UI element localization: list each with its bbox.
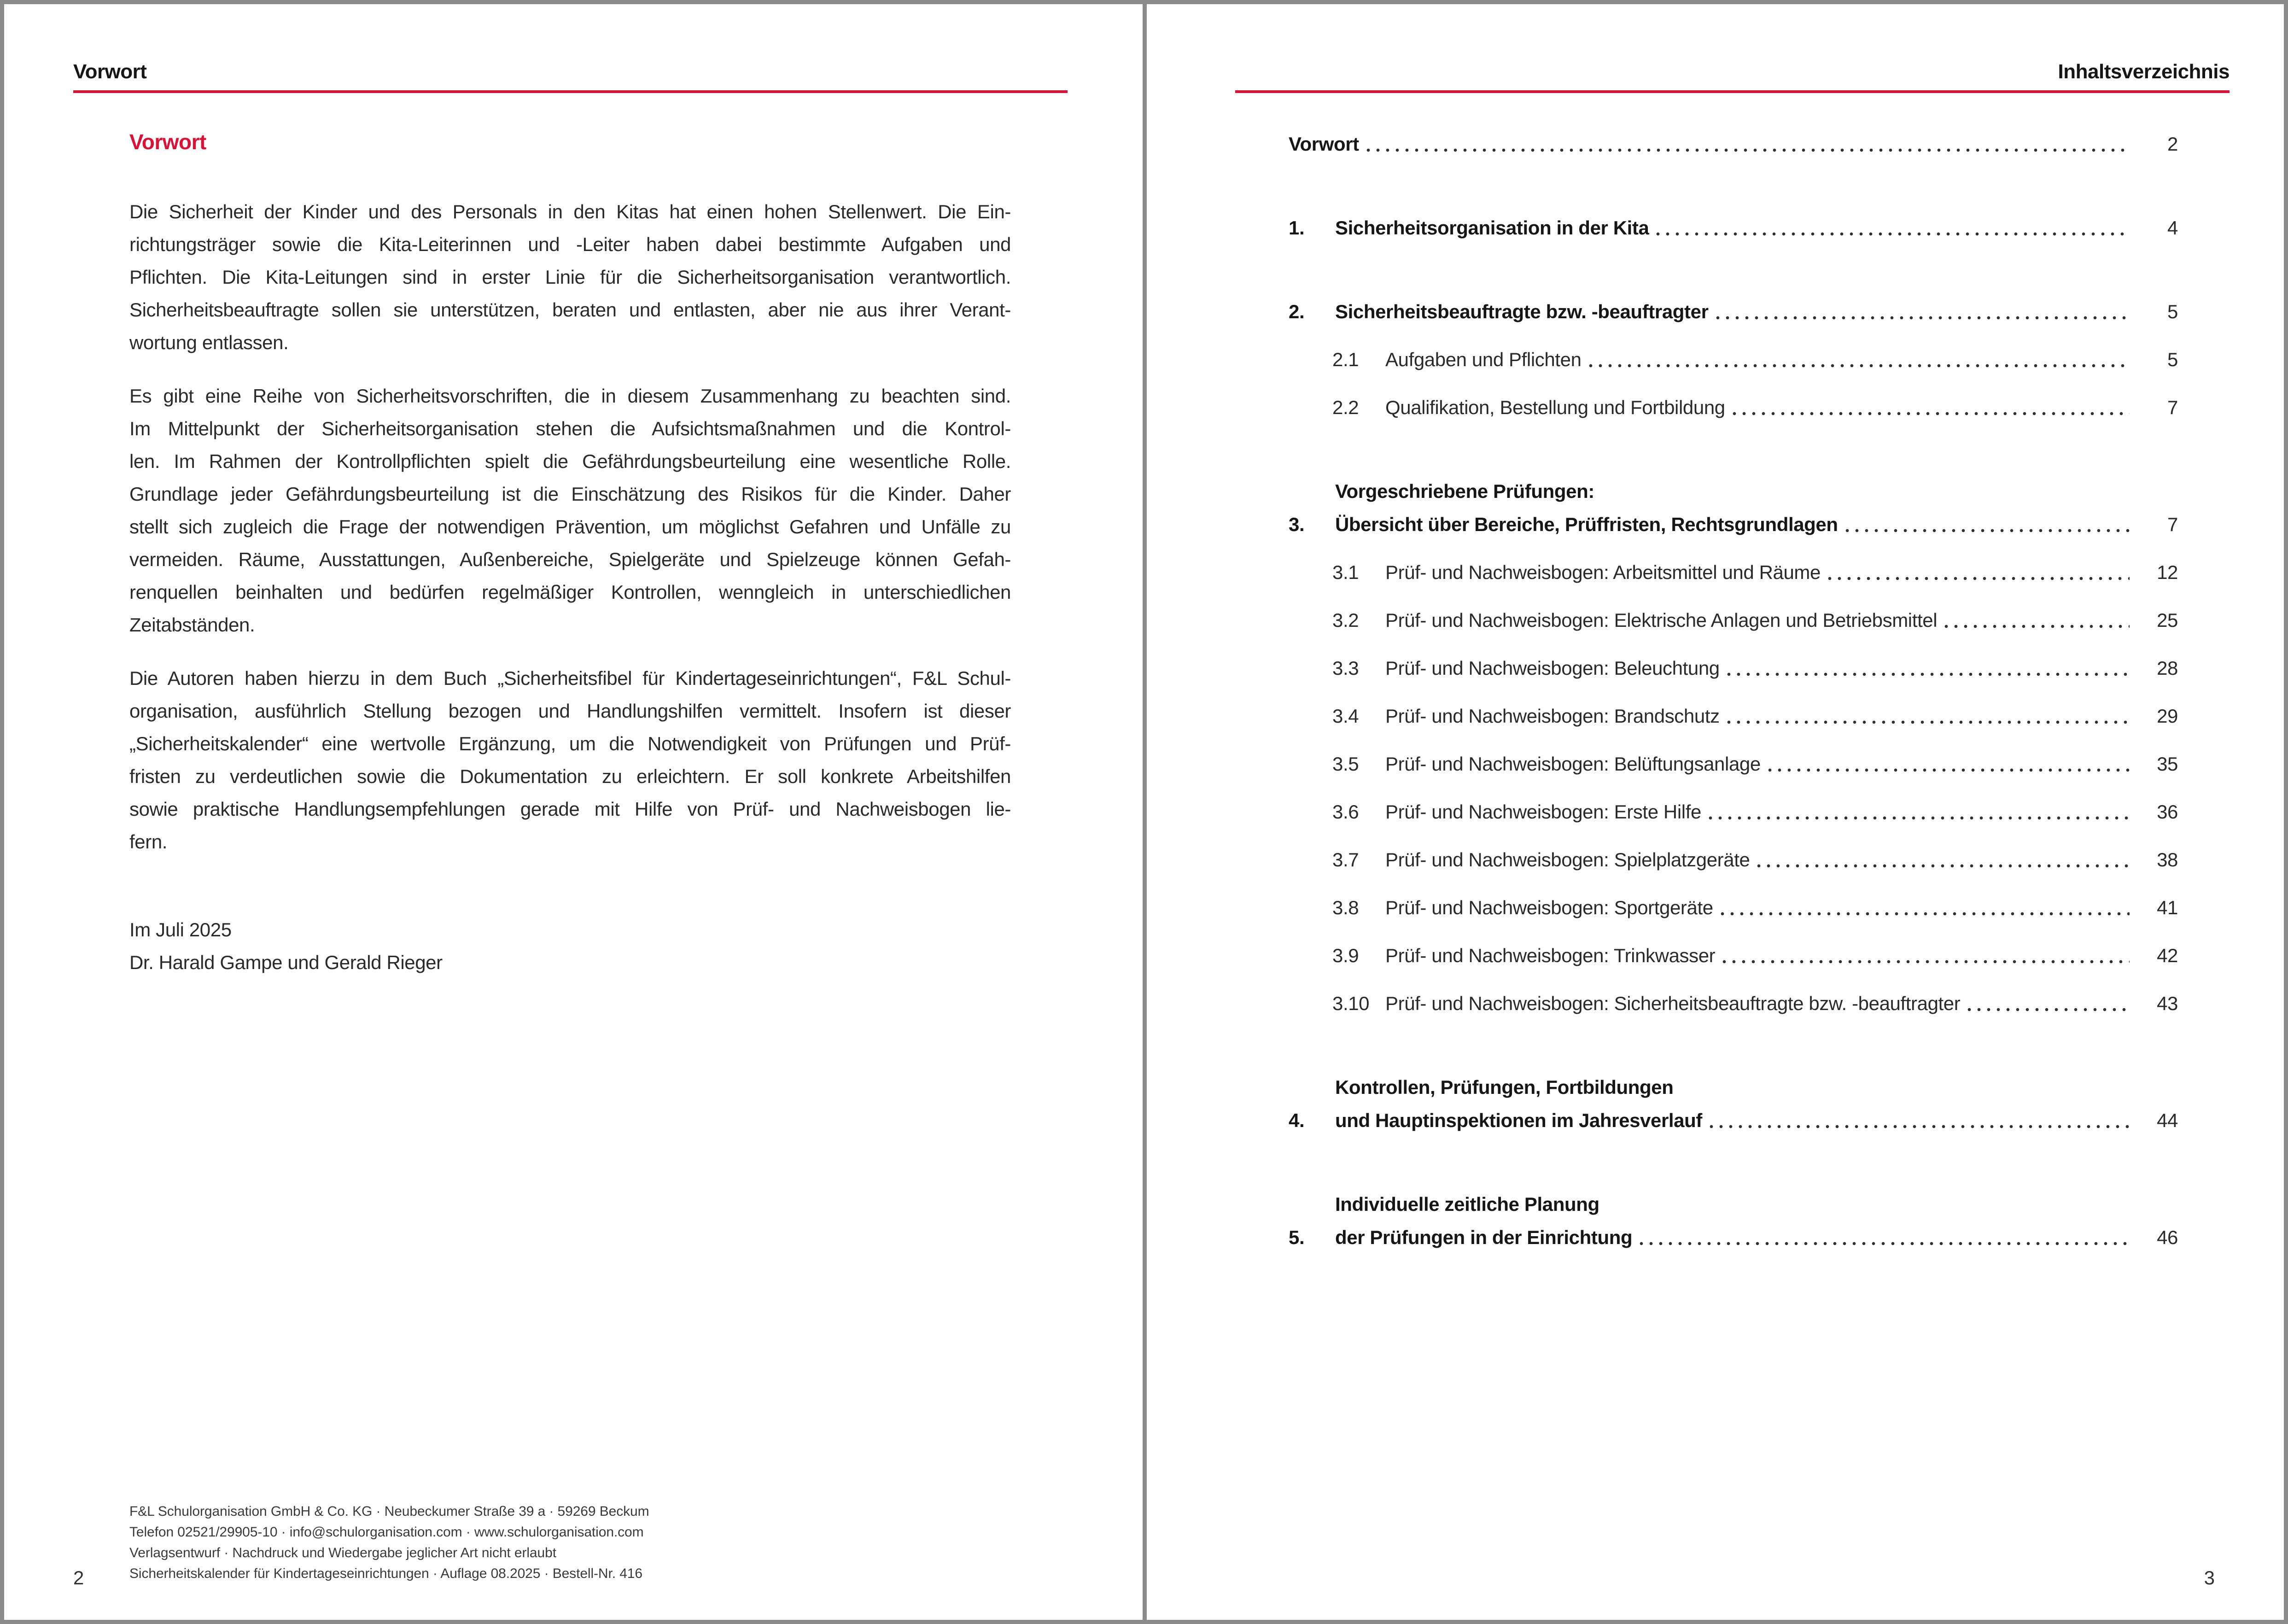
toc-entry[interactable] <box>1235 348 2230 372</box>
imprint-line: F&L Schulorganisation GmbH & Co. KG · Neubeckumer Straße 39 a · 59269 Beckum <box>129 1504 649 1519</box>
page-header-right <box>1235 62 2230 93</box>
vorwort-paragraphs <box>129 195 1011 858</box>
toc-entry[interactable] <box>1235 992 2230 1016</box>
toc-entry-label: Prüf- und Nachweisbogen: Trinkwasser <box>1385 945 1716 966</box>
page-vorwort <box>4 4 1143 1620</box>
dot-leader <box>1366 148 2130 152</box>
dot-leader <box>1722 960 2130 964</box>
vorwort-body <box>129 130 1011 979</box>
toc-entry-number: 3.3 <box>1332 657 1359 679</box>
toc-entry[interactable] <box>1235 396 2230 420</box>
paragraph-line: Die Autoren haben hierzu in dem Buch „Sicherheitsfibel für Kindertageseinrichtungen“, F&L Schul- <box>129 667 1011 689</box>
table-of-contents <box>1235 132 2230 1250</box>
vorwort-heading: Vorwort <box>129 130 206 154</box>
paragraph-line: fern. <box>129 831 168 853</box>
date-line: Im Juli 2025 <box>129 919 232 941</box>
toc-entry[interactable] <box>1235 752 2230 776</box>
toc-entry-label: Prüf- und Nachweisbogen: Arbeitsmittel und Räume <box>1385 561 1821 583</box>
toc-entry-number: 3.9 <box>1332 945 1359 966</box>
paragraph-line: Sicherheitsbeauftragte sollen sie unterstützen, beraten und entlasten, aber nie aus ihrer Verant- <box>129 299 1011 321</box>
dot-leader <box>1656 232 2130 236</box>
paragraph <box>129 195 1011 359</box>
toc-entry[interactable] <box>1235 608 2230 632</box>
toc-entry-page: 42 <box>2157 945 2178 966</box>
dot-leader <box>1709 816 2130 820</box>
toc-entry-label: Prüf- und Nachweisbogen: Brandschutz <box>1385 705 1720 727</box>
toc-entry-page: 5 <box>2167 301 2178 322</box>
toc-entry-page: 28 <box>2157 657 2178 679</box>
paragraph-line: Zeitabständen. <box>129 614 255 636</box>
toc-entry-number: 3.4 <box>1332 705 1359 727</box>
paragraph-line: Pflichten. Die Kita-Leitungen sind in erster Linie für die Sicherheitsorganisation verantwortlich. <box>129 266 1011 288</box>
dot-leader <box>1845 529 2130 532</box>
toc-entry-number: 3. <box>1289 514 1305 535</box>
toc-entry-page: 46 <box>2157 1227 2178 1248</box>
toc-entry-label: Vorwort <box>1289 133 1359 155</box>
toc-entry-label: Qualifikation, Bestellung und Fortbildung <box>1385 397 1725 418</box>
toc-entry-label: Prüf- und Nachweisbogen: Erste Hilfe <box>1385 801 1701 823</box>
toc-entry-page: 36 <box>2157 801 2178 823</box>
red-rule-right <box>1235 90 2230 93</box>
toc-entry-page: 35 <box>2157 753 2178 775</box>
paragraph-line: wortung entlassen. <box>129 332 289 353</box>
toc-entry[interactable] <box>1235 800 2230 824</box>
imprint-line: Verlagsentwurf · Nachdruck und Wiedergabe jeglicher Art nicht erlaubt <box>129 1545 556 1560</box>
toc-entry[interactable] <box>1235 656 2230 680</box>
toc-entry[interactable] <box>1235 848 2230 872</box>
paragraph-line: organisation, ausführlich Stellung bezogen und Handlungshilfen vermittelt. Insofern ist dieser <box>129 700 1011 722</box>
paragraph-line: len. Im Rahmen der Kontrollpflichten spielt die Gefährdungsbeurteilung eine wesentliche Rolle. <box>129 450 1011 472</box>
running-head-right: Inhaltsverzeichnis <box>2058 60 2230 83</box>
paragraph-line: renquellen beinhalten und bedürfen regelmäßiger Kontrollen, wenngleich in unterschiedlichen <box>129 581 1011 603</box>
toc-entry-number: 2. <box>1289 301 1305 322</box>
paragraph <box>129 380 1011 641</box>
toc-entry[interactable] <box>1235 944 2230 968</box>
toc-entry-page: 25 <box>2157 609 2178 631</box>
dot-leader <box>1757 864 2130 868</box>
toc-entry-page: 5 <box>2167 349 2178 370</box>
dot-leader <box>1733 412 2130 415</box>
dot-leader <box>1640 1242 2130 1245</box>
authors-line: Dr. Harald Gampe und Gerald Rieger <box>129 952 443 973</box>
toc-entry-multiline <box>1335 1192 2178 1250</box>
toc-entry-multiline <box>1335 479 2178 537</box>
toc-entry-label: Sicherheitsbeauftragte bzw. -beauftragter <box>1335 301 1709 322</box>
toc-entry-number: 2.2 <box>1332 397 1359 418</box>
toc-entry-page: 2 <box>2167 133 2178 155</box>
page-inhaltsverzeichnis <box>1147 4 2284 1620</box>
toc-entry-page: 29 <box>2157 705 2178 727</box>
toc-entry-number: 4. <box>1289 1110 1305 1131</box>
toc-entry-number: 3.10 <box>1332 993 1370 1014</box>
toc-entry-number: 5. <box>1289 1227 1305 1248</box>
toc-entry-label: Prüf- und Nachweisbogen: Elektrische Anlagen und Betriebsmittel <box>1385 609 1938 631</box>
running-head-left: Vorwort <box>73 60 147 83</box>
dot-leader <box>1727 720 2130 724</box>
toc-entry-line2 <box>1335 1109 2178 1133</box>
toc-entry-number: 3.7 <box>1332 849 1359 870</box>
toc-entry-label: Prüf- und Nachweisbogen: Belüftungsanlage <box>1385 753 1761 775</box>
page-number-right: 3 <box>2204 1567 2215 1589</box>
toc-entry-label-line1: Vorgeschriebene Prüfungen: <box>1335 480 1594 502</box>
toc-entry-label: Sicherheitsorganisation in der Kita <box>1335 217 1649 239</box>
toc-entry-number: 3.6 <box>1332 801 1359 823</box>
toc-entry[interactable] <box>1235 704 2230 728</box>
page-header-left <box>73 62 1068 93</box>
toc-entry-number: 3.2 <box>1332 609 1359 631</box>
toc-entry-page: 12 <box>2157 561 2178 583</box>
toc-entry-label: Prüf- und Nachweisbogen: Sportgeräte <box>1385 897 1713 918</box>
toc-entry-line2 <box>1335 1226 2178 1250</box>
paragraph-line: Im Mittelpunkt der Sicherheitsorganisation stehen die Aufsichtsmaßnahmen und die Kontrol- <box>129 418 1011 439</box>
toc-entry-page: 41 <box>2157 897 2178 918</box>
toc-entry-label-line2: Übersicht über Bereiche, Prüffristen, Rechtsgrundlagen <box>1335 514 1838 535</box>
paragraph-line: Grundlage jeder Gefährdungsbeurteilung ist die Einschätzung des Risikos für die Kinder. Daher <box>129 483 1011 505</box>
dot-leader <box>1828 577 2130 580</box>
toc-entry-page: 4 <box>2167 217 2178 239</box>
toc-entry-page: 7 <box>2167 514 2178 535</box>
toc-entry-number: 1. <box>1289 217 1305 239</box>
dot-leader <box>1944 625 2130 628</box>
paragraph-line: stellt sich zugleich die Frage der notwendigen Prävention, um möglichst Gefahren und Unfälle zu <box>129 516 1011 537</box>
toc-entry[interactable] <box>1235 1192 2230 1250</box>
toc-entry[interactable] <box>1235 132 2230 156</box>
toc-entry-number: 3.8 <box>1332 897 1359 918</box>
signature-block <box>129 913 1011 979</box>
page-number-left: 2 <box>73 1567 84 1589</box>
toc-entry[interactable] <box>1235 561 2230 584</box>
dot-leader <box>1727 672 2130 676</box>
toc-entry-label-line1: Kontrollen, Prüfungen, Fortbildungen <box>1335 1076 1674 1098</box>
paragraph-line: sowie praktische Handlungsempfehlungen gerade mit Hilfe von Prüf- und Nachweisbogen lie- <box>129 798 1011 820</box>
toc-entry-label: Prüf- und Nachweisbogen: Beleuchtung <box>1385 657 1720 679</box>
red-rule-left <box>73 90 1068 93</box>
toc-entry[interactable] <box>1235 1075 2230 1133</box>
toc-entry[interactable] <box>1235 216 2230 240</box>
paragraph-line: vermeiden. Räume, Ausstattungen, Außenbereiche, Spielgeräte und Spielzeuge können Gefah- <box>129 549 1011 570</box>
toc-entry-page: 38 <box>2157 849 2178 870</box>
dot-leader <box>1589 364 2130 368</box>
toc-entry-label: Prüf- und Nachweisbogen: Spielplatzgeräte <box>1385 849 1750 870</box>
paragraph-line: fristen zu verdeutlichen sowie die Dokumentation zu erleichtern. Er soll konkrete Arbeitshilfen <box>129 765 1011 787</box>
dot-leader <box>1967 1008 2130 1011</box>
toc-entry-number: 3.1 <box>1332 561 1359 583</box>
imprint-block <box>129 1501 649 1584</box>
paragraph-line: „Sicherheitskalender“ eine wertvolle Ergänzung, um die Notwendigkeit von Prüfungen und Prüf- <box>129 733 1011 754</box>
dot-leader <box>1716 316 2130 320</box>
imprint-line: Sicherheitskalender für Kindertageseinrichtungen · Auflage 08.2025 · Bestell-Nr. 416 <box>129 1566 642 1581</box>
toc-entry[interactable] <box>1235 479 2230 537</box>
toc-entry-number: 3.5 <box>1332 753 1359 775</box>
paragraph-line: Die Sicherheit der Kinder und des Personals in den Kitas hat einen hohen Stellenwert. Die Ein- <box>129 201 1011 222</box>
imprint-line: Telefon 02521/29905-10 · info@schulorganisation.com · www.schulorganisation.com <box>129 1525 644 1540</box>
toc-entry-multiline <box>1335 1075 2178 1133</box>
toc-entry-page: 44 <box>2157 1110 2178 1131</box>
toc-entry-page: 43 <box>2157 993 2178 1014</box>
paragraph-line: Es gibt eine Reihe von Sicherheitsvorschriften, die in diesem Zusammenhang zu beachten sind. <box>129 385 1011 407</box>
dot-leader <box>1721 912 2130 916</box>
paragraph <box>129 662 1011 858</box>
paragraph-line: richtungsträger sowie die Kita-Leiterinnen und -Leiter haben dabei bestimmte Aufgaben und <box>129 234 1011 255</box>
toc-entry[interactable] <box>1235 896 2230 920</box>
dot-leader <box>1768 768 2130 772</box>
toc-entry-label-line2: und Hauptinspektionen im Jahresverlauf <box>1335 1110 1702 1131</box>
toc-entry-page: 7 <box>2167 397 2178 418</box>
toc-entry[interactable] <box>1235 300 2230 324</box>
toc-entry-label: Prüf- und Nachweisbogen: Sicherheitsbeauftragte bzw. -beauftragter <box>1385 993 1961 1014</box>
dot-leader <box>1710 1125 2130 1128</box>
toc-entry-line2 <box>1335 513 2178 537</box>
toc-entry-label-line1: Individuelle zeitliche Planung <box>1335 1193 1599 1215</box>
toc-entry-number: 2.1 <box>1332 349 1359 370</box>
toc-entry-label-line2: der Prüfungen in der Einrichtung <box>1335 1227 1633 1248</box>
toc-entry-label: Aufgaben und Pflichten <box>1385 349 1582 370</box>
